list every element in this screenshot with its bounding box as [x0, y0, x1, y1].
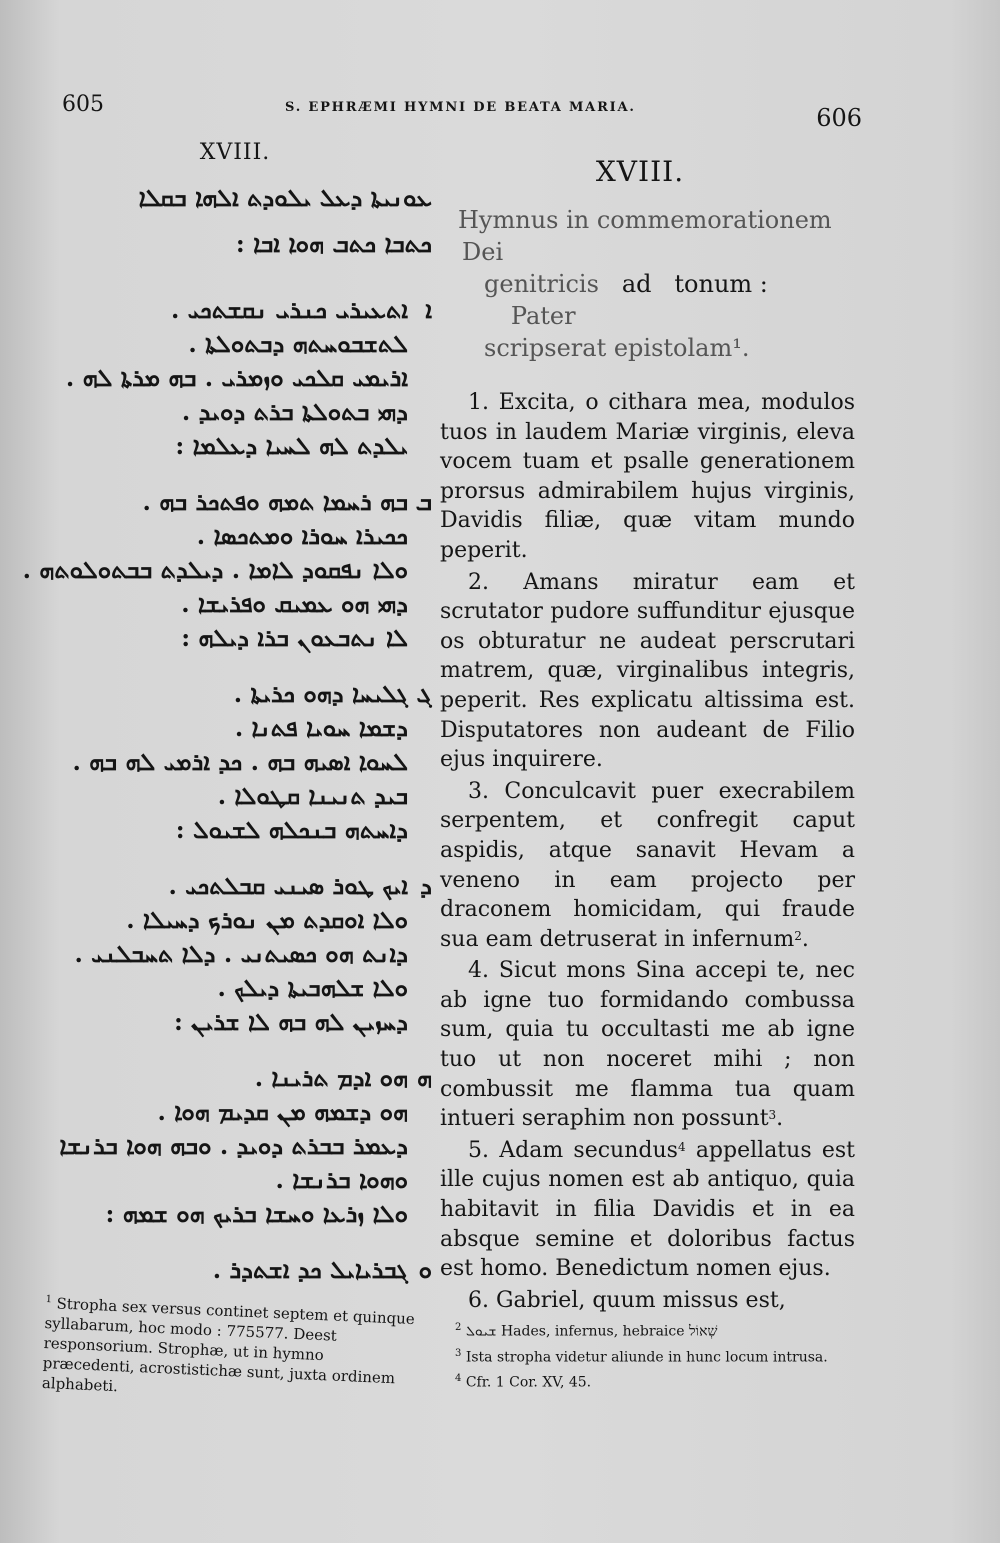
syriac-verse-line — [40, 869, 432, 903]
syriac-verse-line — [40, 813, 432, 847]
latin-column — [440, 155, 855, 1317]
syriac-verse-line — [40, 293, 432, 327]
footnote-reference: 2 — [794, 928, 802, 943]
syriac-verse-line — [40, 1061, 432, 1095]
hymn-title-line: Hymnus in commemorationem Dei — [458, 206, 832, 266]
latin-stanza: 2. Amans miratur eam et scrutator pudore suffunditur ejusque os obturatur ne audeat perscrutari matrem, quæ, virginalibus integris, peperit. Res explicatu altissima est. Disputatores non audeant de Filio ejus inquirere. — [440, 569, 856, 773]
syriac-stanza — [40, 1253, 432, 1287]
latin-stanza: 6. Gabriel, quum missus est, — [468, 1287, 786, 1313]
footnotes-right — [455, 1318, 835, 1395]
syriac-verse-line — [40, 779, 432, 813]
footnote: $^3$ Ista stropha videtur aliunde in hunc locum intrusa. — [455, 1347, 828, 1366]
syriac-column — [22, 140, 432, 1309]
syriac-stanza — [40, 677, 432, 847]
syriac-verse-text: ܗܘ ܕܫܡܗ ܡܢ ܩܕܝܡ ܗܘܐ . — [157, 1097, 408, 1126]
syriac-verse-line — [40, 677, 432, 711]
syriac-stanza — [22, 485, 432, 655]
syriac-verse-line — [40, 485, 432, 519]
syriac-verse-text: ܒܝܕ ܬܢܝܢܐ ܩܛܘܠܐ . — [217, 781, 408, 810]
syriac-verse-line — [40, 327, 432, 361]
footnote: $^2$ ܫܝܘܠ Hades, infernus, hebraice שְׁאוֹל — [455, 1322, 718, 1340]
syriac-stanza — [40, 869, 432, 1039]
syriac-verse-text: ܕܗܝ ܒܬܘܠܬܐ ܒܪܬ ܕܘܝܕ . — [181, 397, 408, 426]
footnote: $^1$ Stropha sex versus continet septem et quinque syllabarum, hoc modo : 775577. Deest responsorium. Strophæ, ut in hymno præcedenti, acrostistichæ sunt, juxta ordinem alphabeti. — [41, 1293, 416, 1396]
syriac-verse-line — [40, 745, 432, 779]
syriac-verse-text: ܠܬܫܒܘܚܬܗ ܕܒܬܘܠܬܐ . — [188, 329, 408, 358]
footnote-mark: 3 — [455, 1347, 462, 1359]
syriac-verse-line — [40, 1129, 432, 1163]
stanza-number: 6. — [468, 1287, 496, 1313]
latin-stanza: 4. Sicut mons Sina accepi te, nec ab igne tuo formidando combussa sum, quia tu occultasti me ab igne tuo ut non noceret mihi ; non combussit me flamma tua quam intueri seraphim non possunt$^3$. — [440, 958, 856, 1132]
syriac-verse-line — [40, 971, 432, 1005]
syriac-verse-text: ܐܪܝܡܝ ܩܠܟܝ ܘܙܡܪܝ . ܒܗ ܡܪܬܐ ܠܗ . — [65, 363, 408, 392]
latin-stanzas — [440, 388, 855, 1315]
stanza-number: 3. — [468, 778, 505, 804]
syriac-verse-line — [40, 1253, 432, 1287]
hymn-title-tonum: tonum : — [674, 270, 768, 298]
syriac-verse-text: ܕܐܢܬ ܗܘ ܟܣܝܬܢܝ . ܕܠܐ ܬܚܒܠܢܝ . — [74, 939, 408, 968]
syriac-verse-text: ܠܚܘܐ ܐܣܝܗ ܒܗ . ܟܕ ܐܪܡܝ ܠܗ ܒܗ . — [72, 747, 408, 776]
syriac-verse-line — [40, 903, 432, 937]
hymn-title-line — [462, 268, 855, 332]
syriac-verse-text: ܗܘ ܐܕܡ ܬܪܝܢܐ . — [254, 1063, 408, 1092]
syriac-verses — [22, 293, 432, 1287]
syriac-verse-line — [40, 711, 432, 745]
stanza-number: 5. — [468, 1137, 500, 1163]
stanza-initial-letter: ܒ — [415, 487, 432, 516]
syriac-verse-text: ܐܝܟ ܛܘܪ ܣܝܢܝ ܩܒܠܬܟܝ . — [168, 871, 408, 900]
syriac-verse-line — [40, 429, 432, 463]
syriac-verse-text: ܓܒܪܝܐܝܠ ܟܕ ܐܫܬܕܪ . — [212, 1255, 408, 1284]
right-page-number: 606 — [816, 104, 862, 132]
syriac-verse-text: ܒܗ ܪܚܡܐ ܬܡܗ ܘܦܬܟܪ ܒܗ . — [142, 487, 408, 516]
running-title: S. EPHRÆMI HYMNI DE BEATA MARIA. — [285, 100, 636, 115]
stanza-number: 4. — [468, 958, 499, 984]
syriac-hymn-title — [40, 175, 432, 267]
syriac-verse-text: ܕܥܡܪ ܒܒܪܬ ܕܘܝܕ . ܘܒܗ ܗܘܐ ܒܪܢܫܐ — [59, 1131, 408, 1160]
stanza-initial-letter: ܓ — [416, 679, 432, 708]
footnote-reference: 3 — [768, 1108, 777, 1123]
left-page-number: 605 — [62, 92, 104, 117]
footnote-mark: 4 — [455, 1373, 462, 1385]
syriac-verse-text: ܕܐܚܬܗ ܒܢܟܠܗ ܠܫܝܘܠ : — [175, 815, 408, 844]
syriac-verse-line — [40, 937, 432, 971]
stanza-number: 1. — [468, 390, 499, 415]
syriac-verse-line — [40, 587, 432, 621]
syriac-verse-text: ܘܠܐ ܙܪܥܐ ܘܚܫܐ ܒܪܝܟ ܗܘ ܫܡܗ : — [105, 1199, 408, 1228]
stanza-initial-letter: ܘ — [418, 1255, 432, 1284]
syriac-verse-line — [40, 395, 432, 429]
syriac-verse-text: ܘܠܐ ܐܘܩܕܬ ܡܢ ܢܘܪܟ ܕܚܝܠܐ . — [126, 905, 408, 934]
footnote-reference: 4 — [677, 1139, 686, 1154]
syriac-verse-line — [40, 361, 432, 395]
footnote-mark: 1 — [45, 1293, 53, 1306]
syriac-verse-text: ܝܠܕܬ ܠܗ ܠܚܝܐ ܕܥܠܡܐ : — [175, 431, 408, 460]
syriac-verse-line — [40, 1095, 432, 1129]
syriac-verse-text: ܘܗܘܐ ܒܪܢܫܐ . — [275, 1165, 408, 1194]
syriac-verse-text: ܟܟܝܪܐ ܚܘܪܐ ܘܡܬܟܣܐ . — [196, 521, 408, 550]
footnotes-left — [41, 1290, 419, 1411]
syriac-verse-text: ܘܠܐ ܫܠܗܒܝܬܐ ܕܝܠܟ . — [217, 973, 408, 1002]
latin-hymn-number: XVIII. — [595, 155, 685, 188]
syriac-verse-line — [40, 1197, 432, 1231]
stanza-number: 2. — [468, 569, 524, 595]
syriac-verse-line — [40, 519, 432, 553]
hymn-title-pater: Pater — [510, 302, 576, 330]
syriac-verse-text: ܓܠܝܚܐ ܕܗܘ ܟܪܝܬܐ . — [233, 679, 408, 708]
syriac-stanza — [40, 293, 432, 463]
hymn-title-line: scripserat epistolam¹. — [484, 334, 750, 362]
syriac-title-line: ܟܬܒܐ ܟܬܒ ܗܘܐ ܐܒܐ : — [235, 229, 432, 258]
footnote: $^4$ Cfr. 1 Cor. XV, 45. — [455, 1373, 592, 1391]
latin-stanza: 5. Adam secundus$^4$ appellatus est ille cujus nomen est ab antiquo, quia habitavit in filia Davidis et in ea absque semine et doloribus factus est homo. Benedictum nomen ejus. — [440, 1137, 855, 1282]
latin-stanza: 3. Conculcavit puer execrabilem serpentem, et confregit caput aspidis, atque sanavit Hevam a veneno in eam projecto per draconem homicidam, qui fraude sua eam detruserat in infernum$^2$. — [440, 778, 856, 952]
stanza-initial-letter: ܐ — [425, 295, 432, 324]
syriac-verse-line — [22, 553, 432, 587]
syriac-title-line: ܥܘܢܝܬܐ ܕܥܠ ܝܠܘܕܬ ܐܠܗܐ ܒܩܠܐ — [138, 183, 432, 212]
latin-stanza: 1. Excita, o cithara mea, modulos tuos in laudem Mariæ virginis, eleva vocem tuam et psalle generationem prorsus admirabilem hujus virginis, Davidis filiæ, quæ vitam mundo peperit. — [440, 390, 855, 563]
syriac-verse-line — [40, 1005, 432, 1039]
syriac-verse-text: ܕܗܝ ܗܘ ܥܡܝܩ ܘܦܪܝܫܐ . — [181, 589, 408, 618]
hymn-title-ad: ad — [621, 270, 652, 298]
syriac-verse-text: ܘܠܐ ܢܦܩܘܕ ܠܐܡܐ . ܕܝܠܕܬ ܒܒܬܘܠܘܬܗ . — [22, 555, 408, 584]
footnote-mark: 2 — [455, 1322, 462, 1333]
syriac-verse-text: ܕܚܙܝܢ ܠܗ ܒܗ ܠܐ ܫܪܝܢ : — [173, 1007, 408, 1036]
hymn-title-genitricis: genitricis — [484, 270, 599, 298]
stanza-initial-letter: ܕ — [420, 871, 432, 900]
syriac-verse-line — [40, 621, 432, 655]
syriac-verse-text: ܕܫܡܐ ܚܘܝܐ ܦܬܢܐ . — [234, 713, 408, 742]
syriac-stanza — [40, 1061, 432, 1231]
stanza-initial-letter: ܗ — [416, 1063, 432, 1092]
syriac-verse-line — [40, 1163, 432, 1197]
latin-hymn-title — [458, 204, 855, 364]
syriac-hymn-number: XVIII. — [199, 140, 271, 165]
syriac-verse-text: ܐܬܥܝܪܝ ܟܢܪܝ ܢܩܫܬܟܝ . — [170, 295, 408, 324]
syriac-verse-text: ܠܐ ܢܬܒܥܘܢ ܒܪܐ ܕܝܠܗ : — [181, 623, 408, 652]
running-head — [0, 92, 1000, 132]
